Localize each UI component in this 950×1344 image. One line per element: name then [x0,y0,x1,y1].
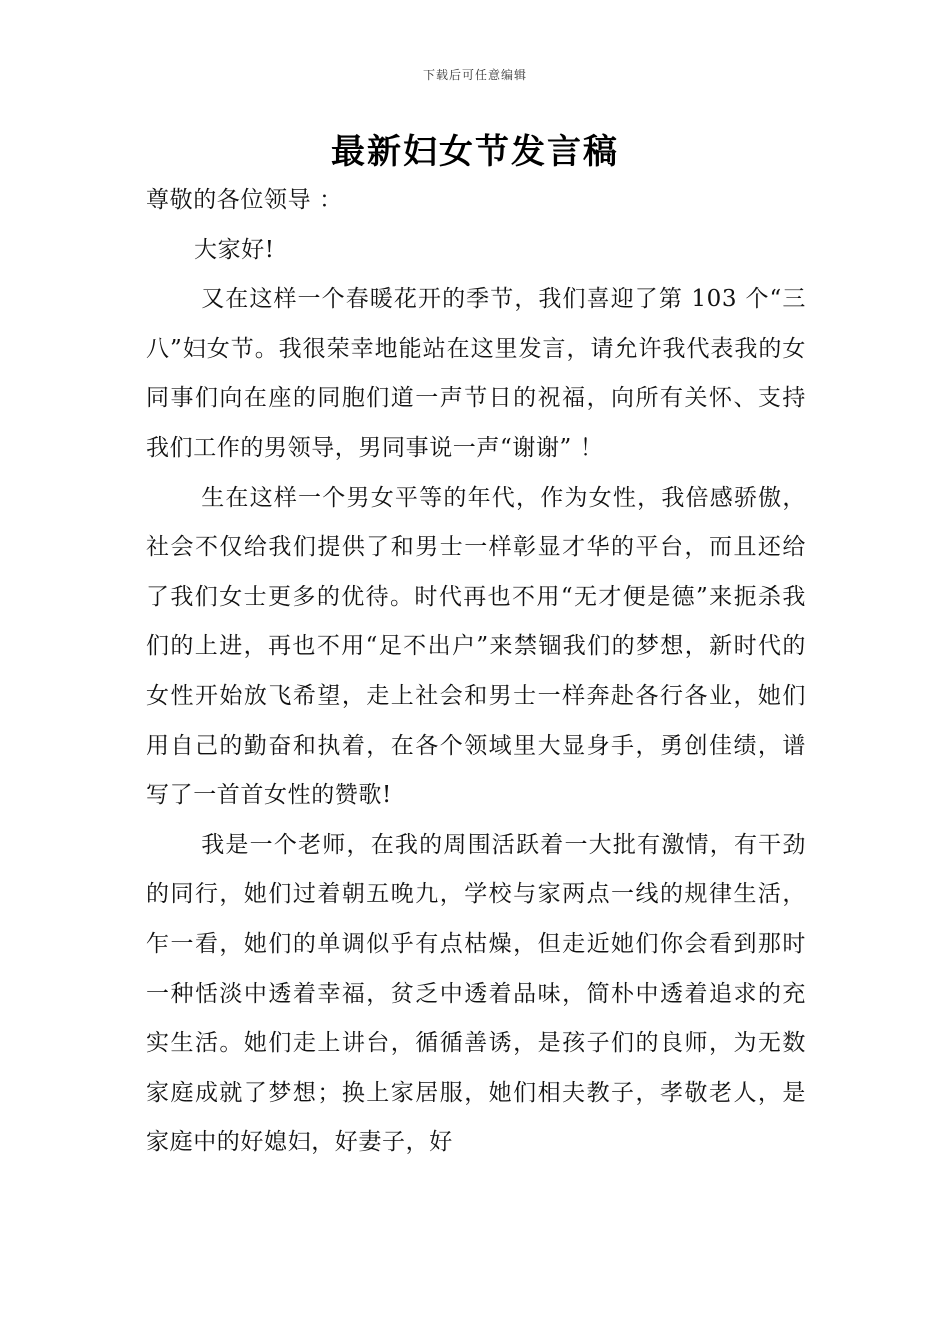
speech-body [146,176,806,1168]
page-title: 最新妇女节发言稿 [331,132,619,172]
paragraph: 我是一个老师，在我的周围活跃着一大批有激情，有干劲的同行，她们过着朝五晚九，学校与家两点一线的规律生活，乍一看，她们的单调似乎有点枯燥，但走近她们你会看到那时一种恬淡中透着幸福，贫乏中透着品味，简朴中透着追求的充实生活。她们走上讲台，循循善诱，是孩子们的良师，为无数家庭成就了梦想；换上家居服，她们相夫教子，孝敬老人，是家庭中的好媳妇，好妻子，好 [146,831,806,1156]
header-note: 下载后可任意编辑 [422,68,527,82]
greeting: 大家好! [194,236,275,263]
salutation: 尊敬的各位领导 ： [146,187,343,213]
paragraph: 又在这样一个春暖花开的季节，我们喜迎了第 103 个“三八”妇女节。我很荣幸地能站在这里发言，请允许我代表我的女同事们向在座的同胞们道一声节日的祝福，向所有关怀、支持我们工作的男领导，男同事说一声“谢谢” ！ [146,286,806,461]
paragraph: 生在这样一个男女平等的年代，作为女性，我倍感骄傲，社会不仅给我们提供了和男士一样彰显才华的平台，而且还给了我们女士更多的优待。时代再也不用“无才便是德”来扼杀我们的上进，再也不用“足不出户”来禁锢我们的梦想，新时代的女性开始放飞希望，走上社会和男士一样奔赴各行各业，她们用自己的勤奋和执着，在各个领域里大显身手，勇创佳绩，谱写了一首首女性的赞歌! [146,484,806,809]
